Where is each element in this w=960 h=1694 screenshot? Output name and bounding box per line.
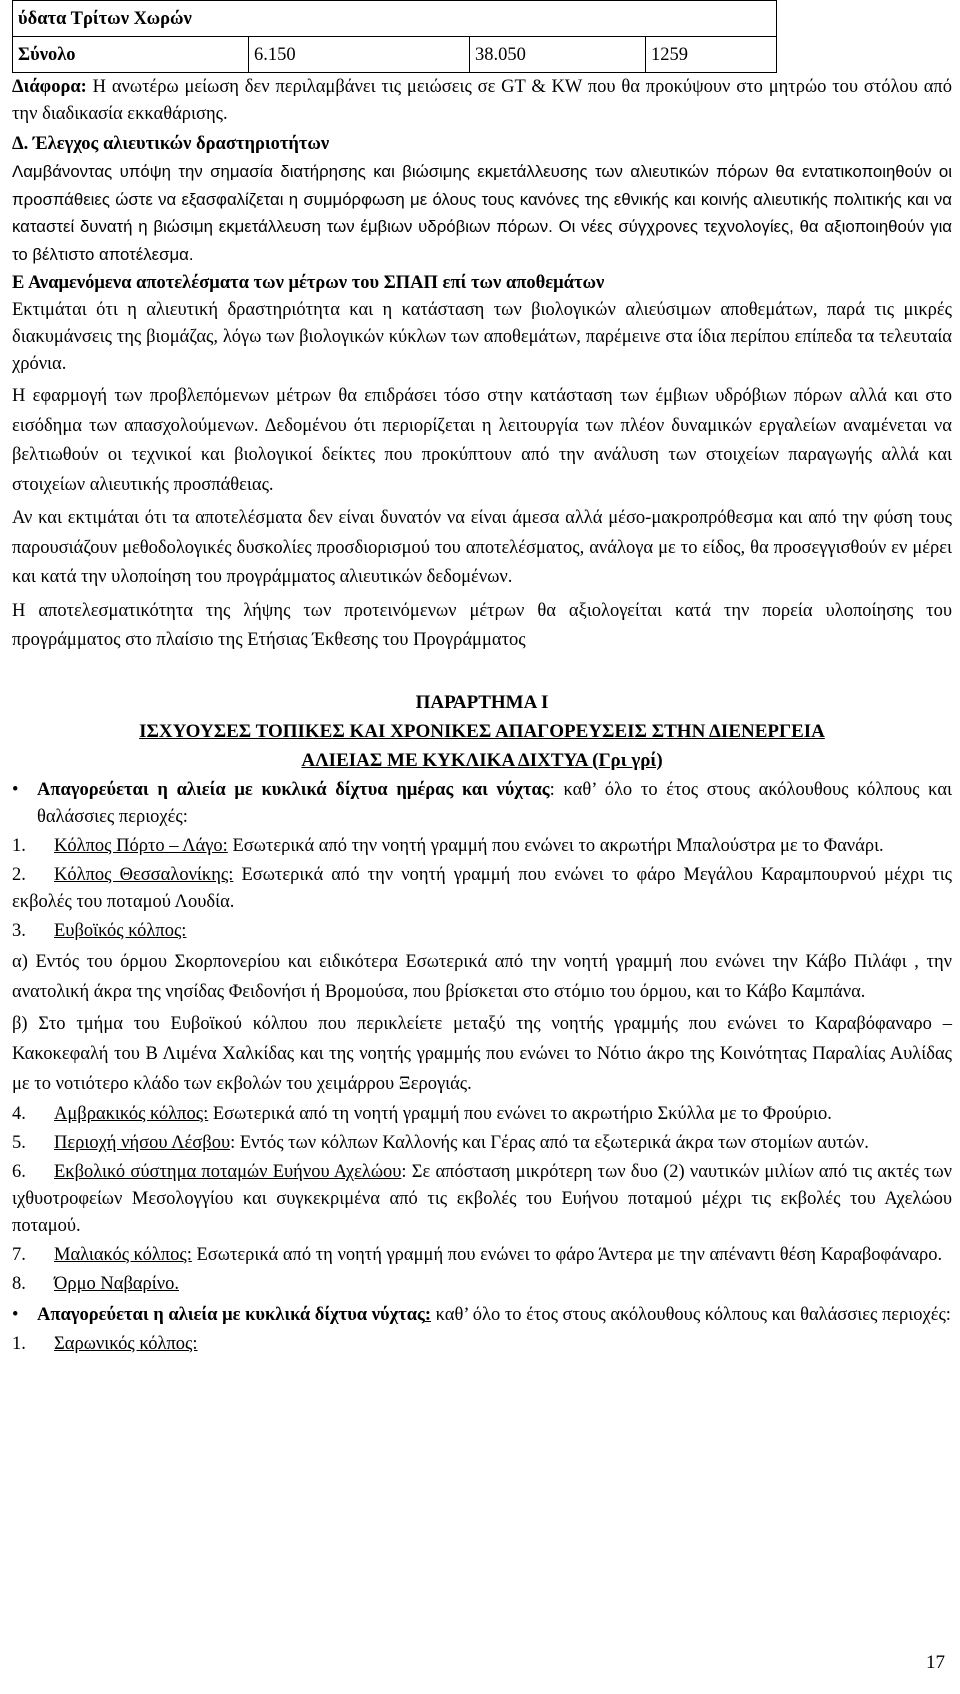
section-e-paragraph-3: Αν και εκτιμάται ότι τα αποτελέσματα δεν είναι δυνατόν να είναι άμεσα αλλά μέσο-μακροπρόθεσμα και από την φύση τους παρουσιάζουν μεθοδολογικές δυσκολίες προσδιορισμού του αποτελέσματος, ανάλογα με το είδος, θα προσεγγισθούν εν μέρει και κατά την υλοποίηση του προγράμματος αλιευτικών δεδομένων. <box>12 508 952 587</box>
list-item <box>12 1101 952 1128</box>
area-name: Αμβρακικός κόλπος: <box>54 1103 209 1124</box>
area-name: Περιοχή νήσου Λέσβου <box>54 1132 231 1153</box>
fleet-reduction-table <box>12 0 777 73</box>
item-3-a: α) Εντός του όρμου Σκορπονερίου και ειδικότερα Εσωτερικά από την νοητή γραμμή που ενώνει την Κάβο Πιλάφι , την ανατολική άκρα της νησίδας Φειδονήσι ή Βρομούσα, που βρίσκεται στο στόμιο του όρμου, και το Κάβο Καμπάνα. <box>12 951 952 1002</box>
annex-title: ΠΑΡΑΡΤΗΜΑ Ι <box>415 691 549 713</box>
item-number: 6. <box>12 1161 26 1182</box>
section-e-paragraph-4: Η αποτελεσματικότητα της λήψης των προτεινόμενων μέτρων θα αξιολογείται κατά την πορεία υλοποίησης του προγράμματος στο πλαίσιο της Ετήσιας Έκθεσης του Προγράμματος <box>12 600 952 650</box>
section-d-paragraph: Λαμβάνοντας υπόψη την σημασία διατήρησης και βιώσιμης εκμετάλλευσης των αλιευτικών πόρων θα εντατικοποιηθούν οι προσπάθειες ώστε να εξασφαλίζεται η συμμόρφωση με όλους τους κανόνες της εθνικής και κοινής αλιευτικής πολιτικής και να καταστεί δυνατή η βιώσιμη εκμετάλλευση των έμβιων υδρόβιων πόρων. Οι νέες σύγχρονες τεχνολογίες, θα αξιοποιηθούν για το βέλτιστο αποτέλεσμα. <box>12 162 952 264</box>
item-number: 1. <box>12 835 26 856</box>
diff-label: Διάφορα: <box>12 77 87 97</box>
table-row <box>13 37 777 73</box>
bullet-bold: Απαγορεύεται η αλιεία με κυκλικά δίχτυα νύχτας <box>37 1304 425 1325</box>
annex-subtitle-2: ΑΛΙΕΙΑΣ ΜΕ ΚΥΚΛΙΚΑ ΔΙΧΤΥΑ (Γρι γρί) <box>301 749 663 771</box>
bullet-night <box>12 1302 952 1329</box>
area-name: Σαρωνικός κόλπος: <box>54 1333 198 1354</box>
diff-text: Η ανωτέρω μείωση δεν περιλαμβάνει τις μειώσεις σε GT & KW που θα προκύψουν στο μητρώο του στόλου από την διαδικασία εκκαθάρισης. <box>12 77 952 124</box>
area-description: Εσωτερικά από τη νοητή γραμμή που ενώνει το φάρο Άντερα με την απέναντι θέση Καραβοφάναρο. <box>191 1244 943 1265</box>
list-item <box>12 1242 952 1269</box>
area-list-1 <box>12 833 952 945</box>
item-3-b: β) Στο τμήμα του Ευβοϊκού κόλπου που περικλείετε μεταξύ της νοητής γραμμής που ενώνει το Καραβόφαναρο – Κακοκεφαλή του Β Λιμένα Χαλκίδας και της νοητής γραμμής που ενώνει το Νότιο άκρο της Κοινότητας Παραλίας Αυλίδας με το νοτιότερο κλάδο των εκβολών του χειμάρρου Ξερογιάς. <box>12 1013 952 1094</box>
area-name: Μαλιακός κόλπος: <box>54 1244 192 1265</box>
table-cell: ύδατα Τρίτων Χωρών <box>13 1 777 37</box>
section-e-heading: Ε Αναμενόμενα αποτελέσματα των μέτρων του ΣΠΑΠ επί των αποθεμάτων <box>12 273 605 293</box>
bullet-text: καθ’ όλο το έτος στους ακόλουθους κόλπους και θαλάσσιες περιοχές: <box>431 1304 951 1325</box>
area-description: Εσωτερικά από την νοητή γραμμή που ενώνει το ακρωτήρι Μπαλούστρα με το Φανάρι. <box>227 835 884 856</box>
diff-note <box>12 74 952 128</box>
item-number: 1. <box>12 1333 26 1354</box>
list-item <box>12 1130 952 1157</box>
bullet-icon: • <box>12 1304 19 1325</box>
item-number: 5. <box>12 1132 26 1153</box>
area-list-2 <box>12 1101 952 1298</box>
area-description: : Σε απόσταση μικρότερη των δυο (2) ναυτικών μιλίων από τις ακτές των ιχθυοτροφείων Μεσολογγίου και συγκεκριμένα από τις εκβολές του Ευήνου ποταμού μέχρι τις εκβολές του Αχελώου ποταμού. <box>12 1161 952 1236</box>
area-name: Όρμο Ναβαρίνο. <box>54 1273 179 1294</box>
table-row <box>13 1 777 37</box>
list-item <box>12 862 952 916</box>
item-number: 3. <box>12 920 26 941</box>
list-item <box>12 918 952 945</box>
item-number: 2. <box>12 864 26 885</box>
item-number: 7. <box>12 1244 26 1265</box>
list-item <box>12 1331 952 1358</box>
bullet-icon: • <box>12 779 19 800</box>
section-d-heading: Δ. Έλεγχος αλιευτικών δραστηριοτήτων <box>12 134 330 154</box>
bullet-day-night <box>12 777 952 831</box>
area-name: Ευβοϊκός κόλπος: <box>54 920 187 941</box>
table-cell: 6.150 <box>249 37 470 73</box>
item-number: 4. <box>12 1103 26 1124</box>
area-description: Εσωτερικά από την νοητή γραμμή που ενώνει το φάρο Μεγάλου Καραμπουρνού μέχρι τις εκβολές του ποταμού Λουδία. <box>12 864 952 912</box>
bullet-text: : καθ’ όλο το έτος στους ακόλουθους κόλπους και θαλάσσιες περιοχές: <box>37 779 952 827</box>
section-e-paragraph-1: Εκτιμάται ότι η αλιευτική δραστηριότητα και η κατάσταση των βιολογικών αλιεύσιμων αποθεμάτων, παρά τις μικρές διακυμάνσεις της βιομάζας, λόγω των βιολογικών κύκλων των αποθεμάτων, παρέμεινε στα ίδια περίπου επίπεδα τα τελευταία χρόνια. <box>12 300 952 374</box>
area-description: : Εντός των κόλπων Καλλονής και Γέρας από τα εξωτερικά άκρα των στομίων αυτών. <box>230 1132 869 1153</box>
list-item <box>12 1159 952 1240</box>
bullet-bold: Απαγορεύεται η αλιεία με κυκλικά δίχτυα ημέρας και νύχτας <box>37 779 550 800</box>
page-number: 17 <box>926 1652 945 1673</box>
area-list-3 <box>12 1331 952 1358</box>
table-cell: 1259 <box>646 37 777 73</box>
item-number: 8. <box>12 1273 26 1294</box>
area-name: Κόλπος Θεσσαλονίκης: <box>54 864 234 885</box>
area-description: Εσωτερικά από τη νοητή γραμμή που ενώνει το ακρωτήριο Σκύλλα με το Φρούριο. <box>208 1103 832 1124</box>
area-name: Κόλπος Πόρτο – Λάγο: <box>54 835 228 856</box>
document-page <box>12 0 952 1358</box>
section-e-paragraph-2: Η εφαρμογή των προβλεπόμενων μέτρων θα επιδράσει τόσο στην κατάσταση των έμβιων υδρόβιων πόρων αλλά και στο εισόδημα των απασχολούμενων. Δεδομένου ότι περιορίζεται η λειτουργία των πλέον δυναμικών εργαλείων αναμένεται να βελτιωθούν οι τεχνικοί και βιολογικοί δείκτες που προκύπτουν από την ανάλυση των στοιχείων παραγωγής αλλά και στοιχείων αλιευτικής προσπάθειας. <box>12 386 952 495</box>
table-cell: Σύνολο <box>13 37 249 73</box>
list-item <box>12 1271 952 1298</box>
list-item <box>12 833 952 860</box>
area-name: Εκβολικό σύστημα ποταμών Ευήνου Αχελώου <box>54 1161 402 1182</box>
bullet-colon: : <box>424 1304 431 1325</box>
table-cell: 38.050 <box>470 37 646 73</box>
annex-subtitle-1: ΙΣΧΥΟΥΣΕΣ ΤΟΠΙΚΕΣ ΚΑΙ ΧΡΟΝΙΚΕΣ ΑΠΑΓΟΡΕΥΣΕΙΣ ΣΤΗΝ ΔΙΕΝΕΡΓΕΙΑ <box>139 720 825 742</box>
